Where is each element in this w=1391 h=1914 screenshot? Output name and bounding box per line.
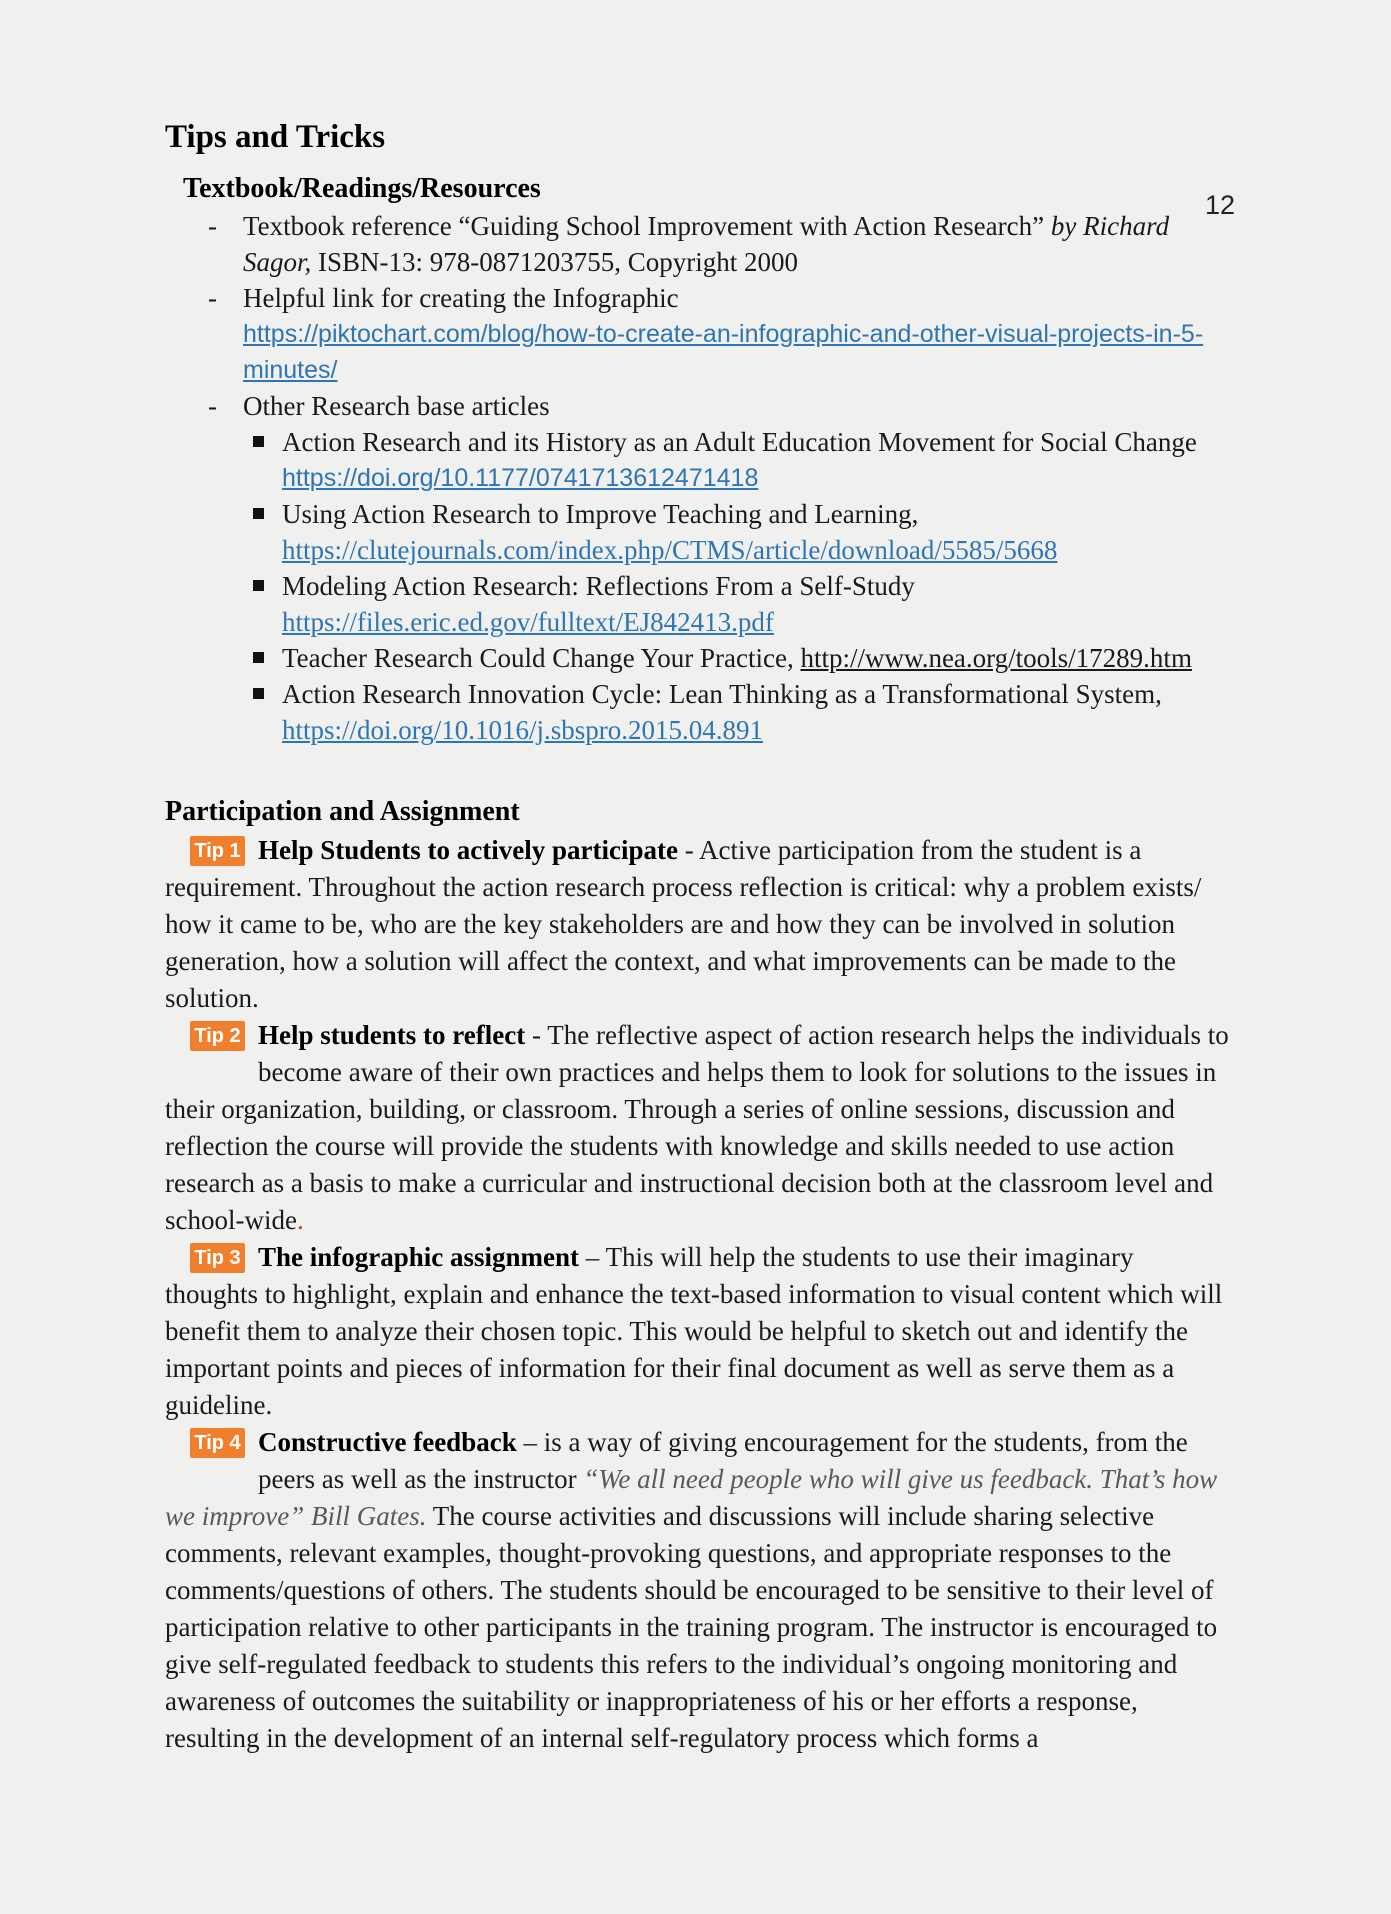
list-item-other-articles (165, 388, 1231, 424)
square-bullet (253, 508, 264, 519)
dash-bullet: - (208, 211, 217, 241)
document-page (0, 114, 1391, 1757)
tip-4-bill-gates-quote: “We all need people who will give us feedback. That’s how we improve” Bill Gates. (165, 1464, 1218, 1531)
tip-1-badge: Tip 1 (190, 836, 245, 866)
tip-4-lead: Constructive feedback (258, 1427, 517, 1457)
infographic-link-label: Helpful link for creating the Infographic (243, 283, 679, 313)
tip-2-lead: Help students to reflect (258, 1020, 526, 1050)
other-articles-label: Other Research base articles (243, 391, 550, 421)
textbook-author-italic: by Richard Sagor, (243, 211, 1170, 277)
dash-bullet: - (208, 283, 217, 313)
page-number: 12 (1205, 190, 1236, 220)
textbook-isbn-text: ISBN-13: 978-0871203755, Copyright 2000 (311, 247, 799, 277)
tip-3-body: This will help the students to use their imaginary thoughts to highlight, explain and enhance the text-based information to visual content which will benefit them to analyze their chosen topic. This would be helpful to sketch out and identify the important points and pieces of information for their final document as well as serve them as a guideline. (165, 1242, 1223, 1420)
article-title: Action Research and its History as an Adult Education Movement for Social Change (282, 427, 1197, 457)
article-title: Action Research Innovation Cycle: Lean Thinking as a Transformational System, (282, 679, 1162, 709)
tip-2-red-period: . (296, 1205, 304, 1235)
article-title: Teacher Research Could Change Your Practice, (282, 643, 801, 673)
tip-4-paragraph (165, 1424, 1231, 1757)
participation-heading: Participation and Assignment (165, 796, 520, 827)
square-bullet (253, 688, 264, 699)
list-item-textbook (165, 208, 1231, 280)
tip-4-after-quote: The course activities and discussions will include sharing selective comments, relevant examples, thought-provoking questions, and appropriate responses to the comments/questions of others. The students should be encouraged to be sensitive to their level of participation relative to other participants in the training program. The instructor is encouraged to give self-regulated feedback to students this refers to the individual’s ongoing monitoring and awareness of outcomes the suitability or inappropriateness of his or her efforts a response, resulting in the development of an internal self-regulatory process which forms a (165, 1501, 1218, 1753)
article-item (165, 676, 1231, 748)
article-item (165, 424, 1231, 496)
eric-fulltext-link[interactable]: https://files.eric.ed.gov/fulltext/EJ842413.pdf (282, 607, 774, 637)
resources-heading: Textbook/Readings/Resources (183, 173, 541, 204)
article-title: Using Action Research to Improve Teaching and Learning, (282, 499, 919, 529)
tip-2-paragraph (165, 1017, 1231, 1239)
list-item-infographic-link (165, 280, 1231, 388)
doi-history-link[interactable]: https://doi.org/10.1177/0741713612471418 (282, 464, 759, 492)
clutejournals-link[interactable]: https://clutejournals.com/index.php/CTMS/article/download/5585/5668 (282, 535, 1058, 565)
article-item (165, 496, 1231, 568)
tip-4-body: is a way of giving encouragement for the students, from the peers as well as the instructor (258, 1427, 1188, 1494)
tip-3-lead: The infographic assignment (258, 1242, 580, 1272)
tip-1-lead: Help Students to actively participate (258, 835, 678, 865)
square-bullet (253, 580, 264, 591)
tip-2-badge: Tip 2 (190, 1021, 245, 1051)
doi-sbspro-link[interactable]: https://doi.org/10.1016/j.sbspro.2015.04.891 (282, 715, 764, 745)
tip-4-badge: Tip 4 (190, 1428, 245, 1458)
square-bullet (253, 652, 264, 663)
tip-4-separator: – (516, 1427, 544, 1457)
article-title: Modeling Action Research: Reflections From a Self-Study (282, 571, 915, 601)
tip-2-body: The reflective aspect of action research helps the individuals to become aware of their own practices and helps them to look for solutions to the issues in their organization, building, or classroom. Through a series of online sessions, discussion and reflection the course will provide the students with knowledge and skills needed to use action research as a basis to make a curricular and instructional decision both at the classroom level and school-wide (165, 1020, 1229, 1235)
textbook-reference-text: Textbook reference “Guiding School Improvement with Action Research” (243, 211, 1051, 241)
article-item (165, 568, 1231, 640)
tip-3-badge: Tip 3 (190, 1243, 245, 1273)
tip-3-separator: – (579, 1242, 606, 1272)
tip-1-paragraph (165, 832, 1231, 1017)
tip-1-separator: - (677, 835, 699, 865)
tip-1-body: Active participation from the student is a requirement. Throughout the action research process reflection is critical: why a problem exists/ how it came to be, who are the key stakeholders are and how they can be involved in solution generation, how a solution will affect the context, and what improvements can be made to the solution. (165, 835, 1202, 1013)
square-bullet (253, 436, 264, 447)
resources-list (165, 208, 1231, 748)
piktochart-link[interactable]: https://piktochart.com/blog/how-to-create-an-infographic-and-other-visual-projects-in-5-minutes/ (243, 320, 1204, 384)
tip-2-separator: - (525, 1020, 548, 1050)
page-title: Tips and Tricks (165, 119, 386, 155)
nea-tools-link[interactable]: http://www.nea.org/tools/17289.htm (800, 643, 1192, 673)
tip-3-paragraph (165, 1239, 1231, 1424)
dash-bullet: - (208, 391, 217, 421)
page-content (0, 114, 1391, 1757)
article-item (165, 640, 1231, 676)
